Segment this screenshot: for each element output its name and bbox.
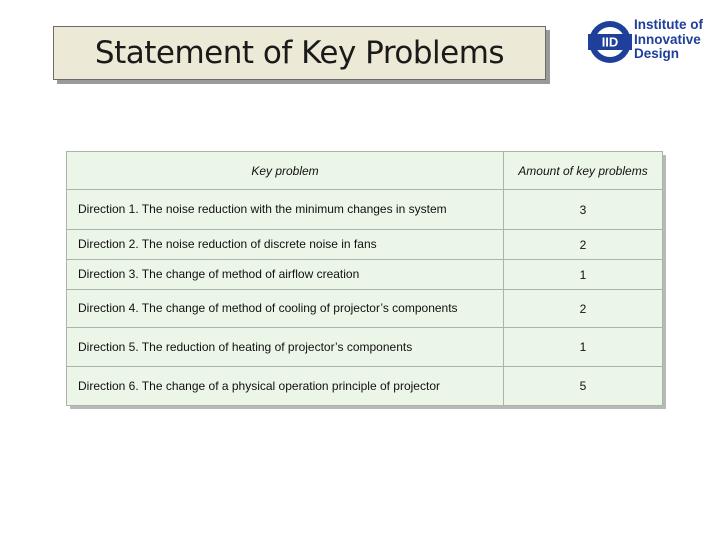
table-row [67,290,663,328]
table-row [67,190,663,230]
header-amount: Amount of key problems [504,152,663,190]
table-row [67,260,663,290]
slide-title-box [53,26,546,80]
iid-logo [588,18,708,66]
logo-initials: IID [601,34,619,50]
table-row [67,230,663,260]
table-row [67,328,663,367]
logo-text [634,18,703,62]
amount-cell: 2 [504,230,663,260]
key-problems-table-container [66,151,662,405]
table-header-row [67,152,663,190]
amount-cell: 1 [504,328,663,367]
slide-title: Statement of Key Problems [94,35,505,71]
problem-cell: Direction 1. The noise reduction with the minimum changes in system [67,190,504,230]
problem-cell: Direction 4. The change of method of cooling of projector’s components [67,290,504,328]
logo-line-3: Design [634,46,680,61]
amount-cell: 3 [504,190,663,230]
amount-cell: 2 [504,290,663,328]
iid-logo-mark-icon [588,20,632,64]
problem-cell: Direction 2. The noise reduction of discrete noise in fans [67,230,504,260]
header-key-problem: Key problem [67,152,504,190]
problem-cell: Direction 3. The change of method of airflow creation [67,260,504,290]
key-problems-table [66,151,663,406]
amount-cell: 1 [504,260,663,290]
table-row [67,367,663,406]
logo-line-1: Institute of [634,17,703,32]
problem-cell: Direction 5. The reduction of heating of projector’s components [67,328,504,367]
amount-cell: 5 [504,367,663,406]
problem-cell: Direction 6. The change of a physical operation principle of projector [67,367,504,406]
logo-line-2: Innovative [634,31,701,47]
